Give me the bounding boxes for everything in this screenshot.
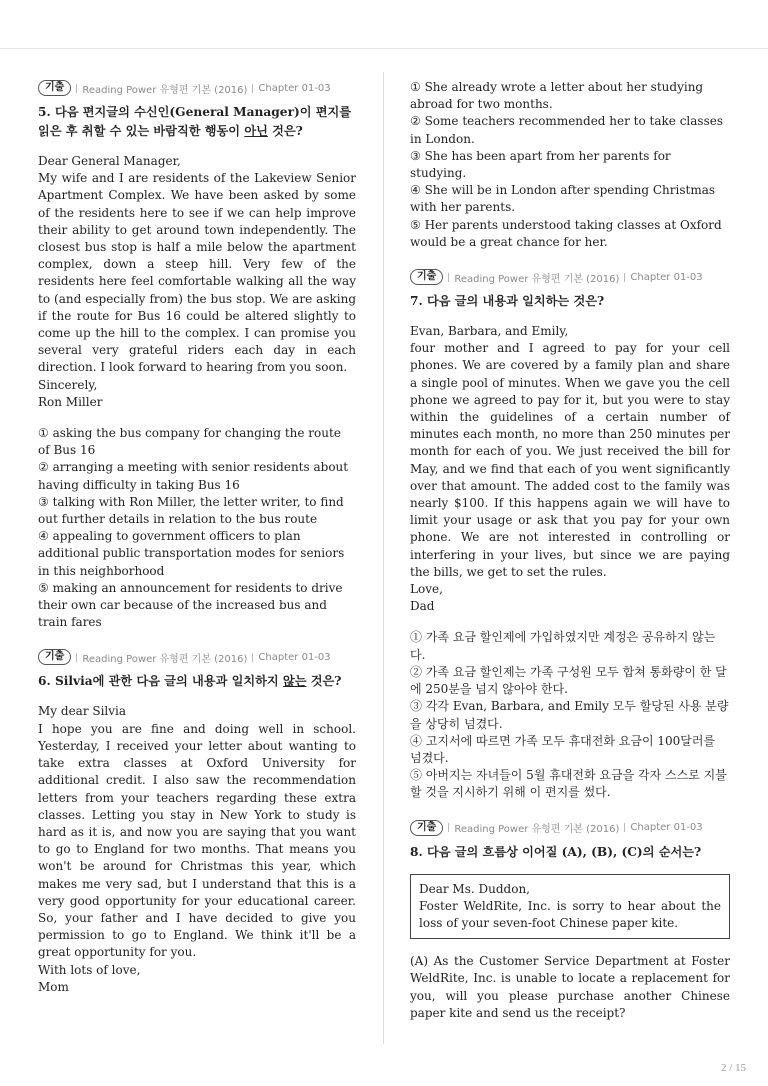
separator (252, 84, 253, 93)
choice: ⑤ 아버지는 자녀들이 5월 휴대전화 요금을 각자 스스로 지불할 것을 지시하기 위해 이 편지를 썼다. (410, 768, 727, 800)
badge: 기출 (410, 820, 443, 836)
passage: (A) As the Customer Service Department at Foster WeldRite, Inc. is unable to locate a replacement for you, will you please purchase another Chinese paper kite and send us the receipt? (410, 954, 730, 1020)
separator (624, 273, 625, 282)
choice: ② Some teachers recommended her to take classes in London. (410, 114, 723, 146)
choices (410, 629, 730, 801)
page-number: 2 / 15 (720, 1062, 746, 1074)
source-chapter: Chapter 01-03 (258, 651, 331, 663)
source-line (410, 819, 730, 837)
choice: ① asking the bus company for changing the route of Bus 16 (38, 426, 341, 458)
badge: 기출 (38, 649, 71, 665)
source-chapter: Chapter 01-03 (258, 82, 331, 94)
passage: Evan, Barbara, and Emily, four mother and I agreed to pay for your cell phones. We are covered by a family plan and share a single pool of minutes. When we gave you the cell phone we agreed to pay for it, but you were to stay within the guidelines of a certain number of minutes each month, no more than 250 minutes per month for each of you. We just received the bill for May, and we find that each of you went significantly over that amount. The added cost to the family was nearly $100. If this happens again we will have to limit your usage or ask that you pay for your own phone. We are not interested in controlling or interfering in your lives, but since we are paying the bills, we get to set the rules. Love, Dad (410, 324, 730, 614)
source-chapter: Chapter 01-03 (630, 271, 703, 283)
question-title: 8. 다음 글의 흐름상 이어질 (A), (B), (C)의 순서는? (410, 844, 702, 859)
choice: ⑤ making an announcement for residents to drive their own car because of the increased bus and train fares (38, 580, 343, 630)
separator (624, 823, 625, 832)
choice: ③ She has been apart from her parents for studying. (410, 148, 671, 181)
source-line (410, 268, 730, 286)
underlined-word: 아닌 (244, 124, 268, 138)
choice: ② 가족 요금 할인제는 가족 구성원 모두 합쳐 통화량이 한 달에 250분을 넘지 않아야 한다. (410, 664, 727, 697)
source-chapter: Chapter 01-03 (630, 822, 703, 834)
choice: ④ appealing to government officers to plan additional public transportation modes for seniors in this neighborhood (38, 529, 345, 578)
source-book: Reading Power 유형편 기본 (2016) (454, 824, 620, 836)
given-passage-box: Dear Ms. Duddon, Foster WeldRite, Inc. is sorry to hear about the loss of your seven-foot Chinese paper kite. (410, 874, 730, 940)
choice: ① 가족 요금 할인제에 가입하였지만 계정은 공유하지 않는다. (410, 630, 716, 662)
separator (76, 84, 77, 93)
choice: ③ talking with Ron Miller, the letter writer, to find out further details in relation to the bus route (38, 494, 344, 527)
choice: ③ 각각 Evan, Barbara, and Emily 모두 할당된 사용 분량을 상당히 넘겼다. (410, 699, 729, 731)
question-6 (38, 648, 356, 995)
source-line (38, 648, 356, 666)
badge: 기출 (38, 80, 71, 96)
column-divider (383, 72, 384, 1044)
right-column (410, 79, 730, 1039)
question-title: 5. 다음 편지글의 수신인(General Manager)이 편지를 읽은 후 취할 수 있는 바람직한 행동이 아닌 것은? (38, 105, 352, 138)
question-7 (410, 268, 730, 801)
passage: Dear General Manager, My wife and I are residents of the Lakeview Senior Apartment Complex. We have been asked by some of the residents here to see if we can help improve their ability to get around town independently. The closest bus stop is half a mile below the apartment complex, down a steep hill. Very few of the residents here feel comfortable walking all the way to (and especially from) the bus stop. We are asking if the route for Bus 16 could be altered slightly to come up the hill to the complex. I can promise you several very grateful riders each day in each direction. I look forward to hearing from you soon. Sincerely, Ron Miller (38, 154, 356, 409)
choice: ① She already wrote a letter about her studying abroad for two months. (410, 80, 704, 112)
separator (448, 823, 449, 832)
header-rule (0, 48, 768, 49)
choices (38, 425, 356, 631)
source-book: Reading Power 유형편 기본 (2016) (82, 84, 248, 96)
underlined-word: 않는 (282, 674, 307, 689)
question-5 (38, 79, 356, 631)
separator (76, 653, 77, 662)
question-8 (410, 819, 730, 1022)
left-column (38, 79, 356, 1013)
separator (252, 653, 253, 662)
question-6-choices (410, 79, 730, 251)
choice: ④ 고지서에 따르면 가족 모두 휴대전화 요금이 100달러를 넘겼다. (410, 733, 716, 765)
source-book: Reading Power 유형편 기본 (2016) (454, 273, 620, 285)
choice: ④ She will be in London after spending Christmas with her parents. (410, 183, 716, 215)
source-book: Reading Power 유형편 기본 (2016) (82, 653, 248, 665)
choice: ⑤ Her parents understood taking classes at Oxford would be a great chance for her. (410, 217, 722, 249)
badge: 기출 (410, 269, 443, 285)
question-title: 7. 다음 글의 내용과 일치하는 것은? (410, 294, 605, 309)
passage: My dear Silvia I hope you are fine and doing well in school. Yesterday, I received your letter about wanting to take extra classes at Oxford University for additional credit. I also saw the recommendation letters from your teachers regarding these extra classes. Letting you stay in New York to study is hard as it is, and now you are saying that you want to go to England for two months. That means you won't be around for Christmas this year, which makes me very sad, but I understand that this is a very good opportunity for your educational career. So, your father and I have decided to give you permission to go to England. We think it'll be a great opportunity for you. With lots of love, Mom (38, 704, 356, 994)
separator (448, 273, 449, 282)
choice: ② arranging a meeting with senior residents about having difficulty in taking Bus 16 (38, 460, 349, 492)
question-title: 6. Silvia에 관한 다음 글의 내용과 일치하지 않는 것은? (38, 674, 342, 689)
source-line (38, 79, 356, 97)
